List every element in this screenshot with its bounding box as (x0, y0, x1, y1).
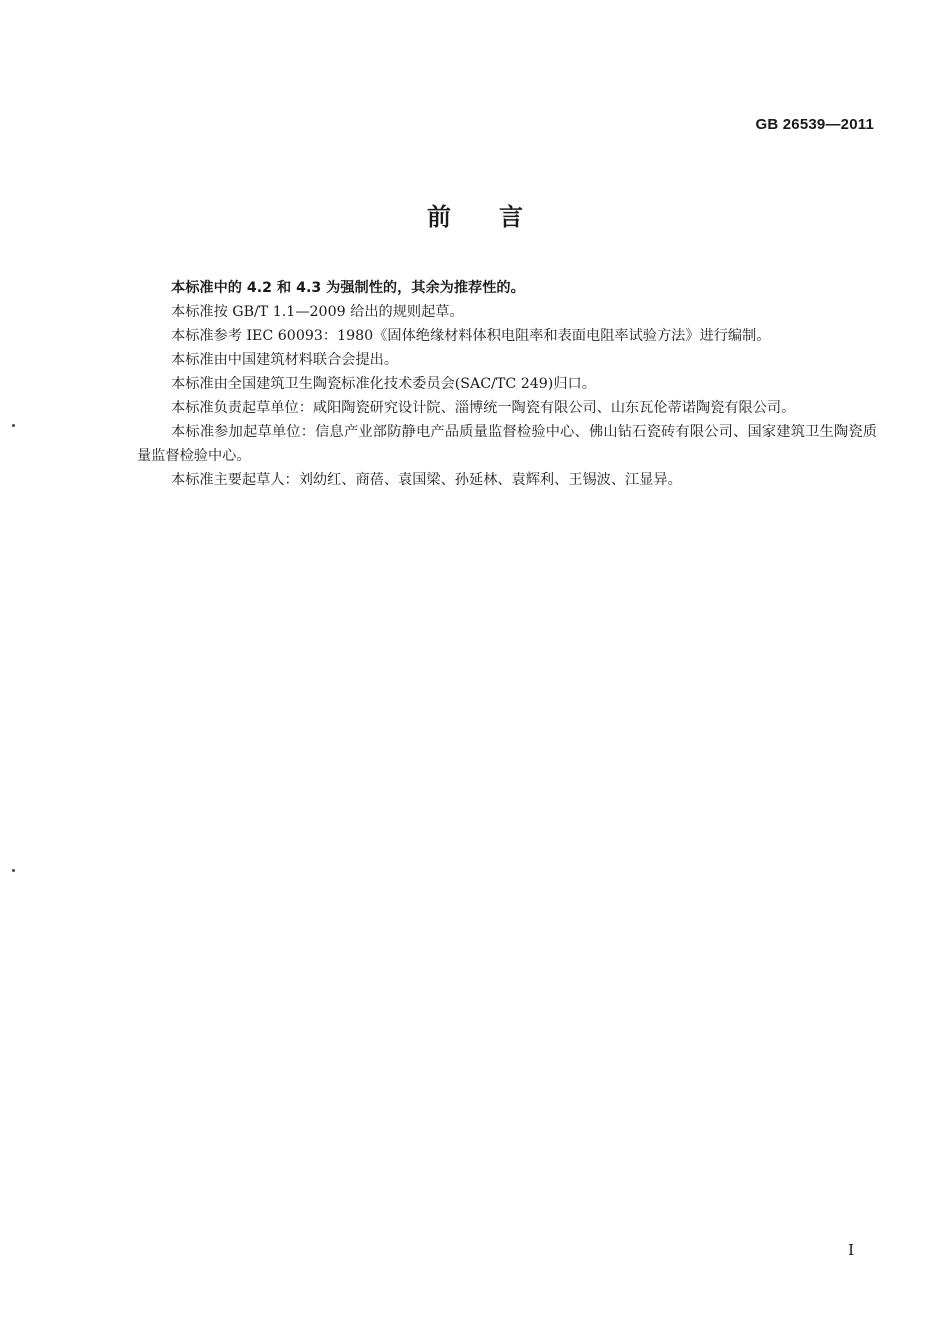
foreword-body (137, 276, 877, 492)
paragraph-reference-standard: 本标准参考 IEC 60093：1980《固体绝缘材料体积电阻率和表面电阻率试验方法》进行编制。 (171, 328, 771, 344)
document-code: GB 26539—2011 (755, 116, 874, 133)
title-char-2: 言 (499, 203, 523, 231)
page-number: I (848, 1241, 854, 1259)
paragraph-main-drafters: 本标准主要起草人：刘幼红、商蓓、袁国梁、孙延林、袁辉利、王锡波、江显异。 (171, 472, 682, 488)
paragraph-centralized-by: 本标准由全国建筑卫生陶瓷标准化技术委员会(SAC/TC 249)归口。 (171, 376, 596, 392)
page-title (0, 197, 950, 232)
scan-speck (12, 424, 15, 427)
paragraph-mandatory-clauses: 本标准中的 4.2 和 4.3 为强制性的，其余为推荐性的。 (171, 280, 525, 296)
paragraph-proposed-by: 本标准由中国建筑材料联合会提出。 (171, 352, 399, 368)
scan-speck (12, 869, 15, 872)
paragraph-participating-drafters: 本标准参加起草单位：信息产业部防静电产品质量监督检验中心、佛山钻石瓷砖有限公司、国家建筑卫生陶瓷质量监督检验中心。 (137, 424, 877, 464)
paragraph-drafting-rules: 本标准按 GB/T 1.1—2009 给出的规则起草。 (171, 304, 464, 320)
paragraph-lead-drafters: 本标准负责起草单位：咸阳陶瓷研究设计院、淄博统一陶瓷有限公司、山东瓦伦蒂诺陶瓷有限公司。 (171, 400, 796, 416)
title-char-1: 前 (427, 203, 451, 231)
